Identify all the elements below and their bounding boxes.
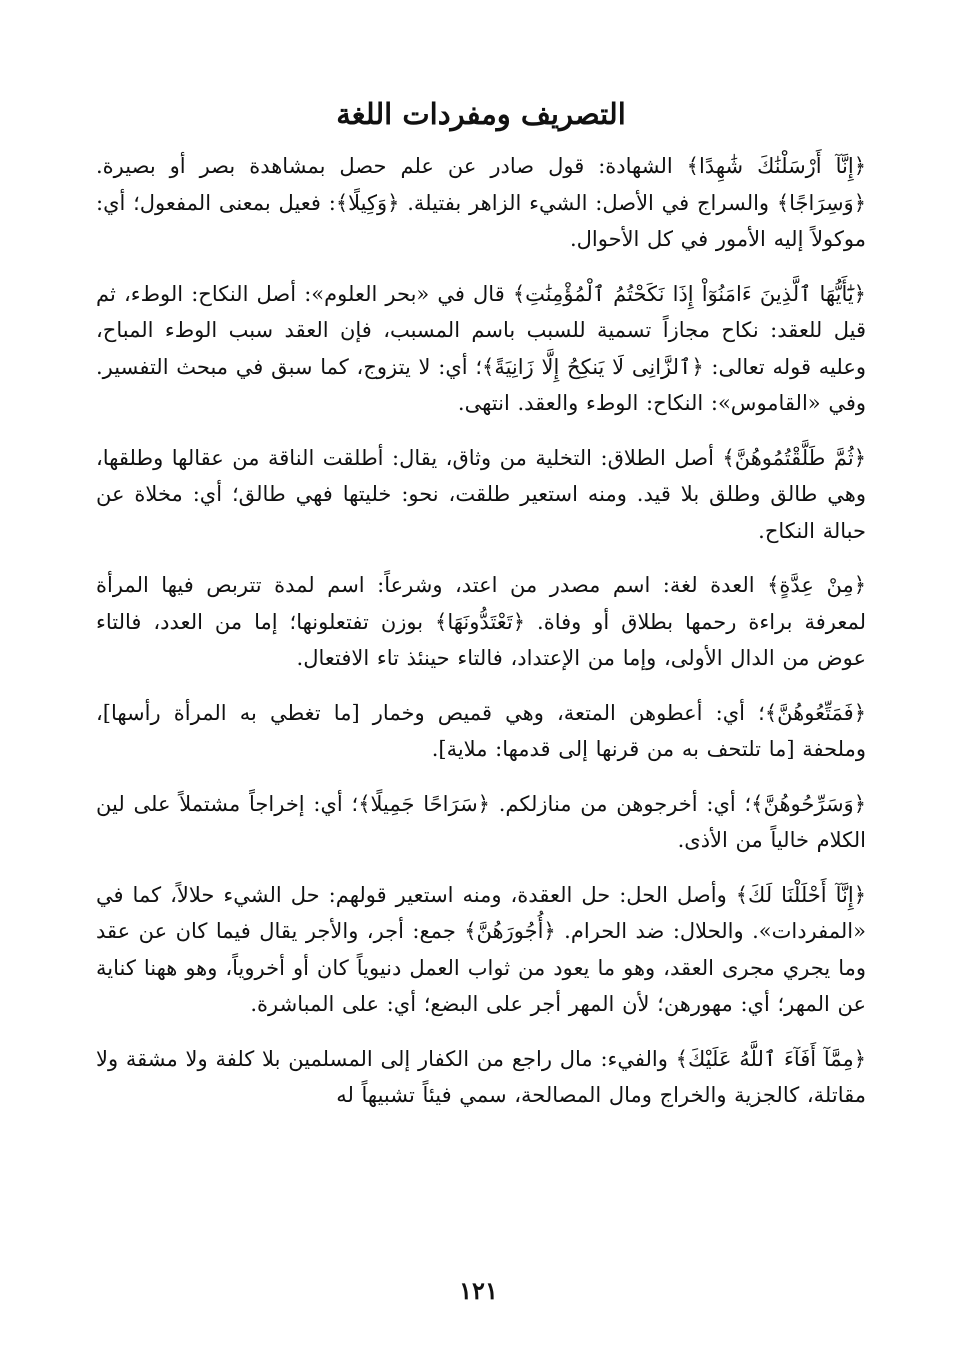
paragraph-mutah: ﴿فَمَتِّعُوهُنَّ﴾؛ أي: أعطوهن المتعة، وهي قميص وخمار [ما تغطي به المرأة رأسها]، وملحفة [ما تلتحف به من قرنها إلى قدمها: ملاية].: [96, 700, 866, 761]
book-page: [96, 92, 866, 1332]
paragraph-ahlalna: ﴿إِنَّآ أَحْلَلْنَا لَكَ﴾ وأصل الحل: حل العقدة، ومنه استعير قولهم: حل الشيء حلالاً، كما في «المفردات». والحلال: ضد الحرام. ﴿أُجُورَهُنَّ﴾ جمع: أجر، والأجر يقال فيما كان عن عقد وما يجري مجرى العقد، وهو ما يعود من ثواب العمل دنيوياً كان أو أخروياً، وهو ههنا كناية عن المهر؛ أي: مهورهن؛ لأن المهر أجر على البضع؛ أي: على المباشرة.: [96, 882, 866, 1016]
paragraph-nikah: ﴿يَٰٓأَيُّهَا ٱلَّذِينَ ءَامَنُوٓاْ إِذَا نَكَحْتُمُ ٱلْمُؤْمِنَٰتِ﴾ قال في «بحر العلوم»: أصل النكاح: الوطء، ثم قيل للعقد: نكاح مجازاً تسمية للسبب باسم المسبب، فإن العقد سبب الوطء المباح، وعليه قوله تعالى: ﴿ٱلزَّانِى لَا يَنكِحُ إِلَّا زَانِيَةً﴾؛ أي: لا يتزوج، كما سبق في مبحث التفسير. وفي «القاموس»: النكاح: الوطء والعقد. انتهى.: [96, 281, 866, 415]
paragraph-afaa: ﴿مِمَّآ أَفَآءَ ٱللَّهُ عَلَيْكَ﴾ والفيء: مال راجع من الكفار إلى المسلمين بلا كلفة ولا مشقة ولا مقاتلة، كالجزية والخراج ومال المصالحة، سمي فيئاً تشبيهاً له: [96, 1046, 866, 1107]
page-title: التصريف ومفردات اللغة: [336, 97, 626, 131]
paragraph-iddah: ﴿مِنْ عِدَّةٍ﴾ العدة لغة: اسم مصدر من اعتد، وشرعاً: اسم لمدة تتربص فيها المرأة لمعرفة براءة رحمها بطلاق أو وفاة. ﴿تَعْتَدُّونَهَا﴾ بوزن تفتعلونها؛ إما من العدد، فالتاء عوض من الدال الأولى، وإما من الإعتداد، فالتاء حينئذ تاء الافتعال.: [96, 573, 866, 670]
paragraph-sarrihuhunna: ﴿وَسَرِّحُوهُنَّ﴾؛ أي: أخرجوهن من منازلكم. ﴿سَرَاحًا جَمِيلًا﴾؛ أي: إخراجاً مشتملاً على لين الكلام خالياً من الأذى.: [96, 791, 866, 852]
paragraph-talaq: ﴿ثُمَّ طَلَّقْتُمُوهُنَّ﴾ أصل الطلاق: التخلية من وثاق، يقال: أطلقت الناقة من عقالها وطلقها، وهي طالق وطلق بلا قيد. ومنه استعير طلقت، نحو: خليتها فهي طالق؛ أي: مخلاة عن حبالة النكاح.: [96, 445, 866, 543]
paragraph-shahid: ﴿إِنَّآ أَرْسَلْنَٰكَ شَٰهِدًا﴾ الشهادة: قول صادر عن علم حصل بمشاهدة بصر أو بصيرة. ﴿وَسِرَاجًا﴾ والسراج في الأصل: الشيء الزاهر بفتيلة. ﴿وَكِيلًا﴾: فعيل بمعنى المفعول؛ أي: موكولاً إليه الأمور في كل الأحوال.: [96, 154, 866, 251]
page-number: ١٢١: [459, 1276, 498, 1305]
